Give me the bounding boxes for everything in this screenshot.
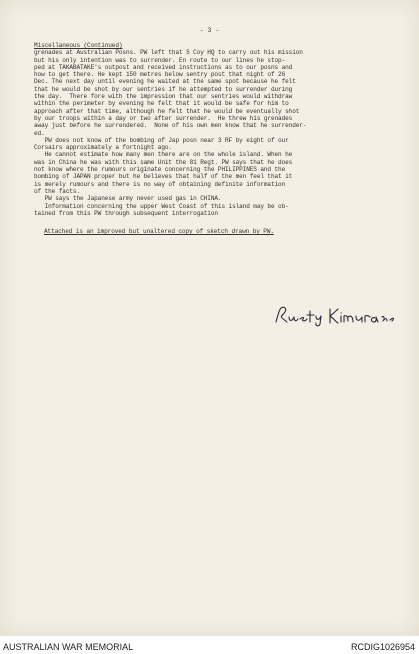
body-line: approach after that time, although he felt that he would be eventually shot [34, 107, 300, 115]
body-line: by our troops within a day or two after surrender. He threw his grenades [34, 114, 293, 122]
body-line: was in China he was with this same Unit the 81 Regt. PW says that he does [34, 158, 293, 166]
signature-drawing [272, 305, 402, 327]
body-line: that he would be shot by our sentries if he attempted to surrender during [34, 85, 293, 93]
body-line: tained from this PW through subsequent interrogation [34, 209, 218, 217]
record-id: RCDIG1026954 [350, 642, 415, 652]
handwritten-signature [272, 305, 402, 327]
body-line: of the facts. [34, 187, 80, 195]
section-heading: Miscellaneous (Continued) [34, 42, 123, 49]
body-line: Dec. The next day until evening he waited at the same spot because he felt [34, 78, 296, 86]
body-line: ped at TAKABATAKE's outpost and received instructions as to our posns and [34, 63, 293, 71]
body-line: the day. There fore with the impression that our sentries would withdraw [34, 93, 293, 101]
attached-note: Attached is an improved but unaltered copy of sketch drawn by PW. [44, 228, 274, 236]
body-line: within the perimeter by evening he felt that it would be safe for him to [34, 100, 289, 108]
body-line: PW says the Japanese army never used gas in CHINA. [34, 195, 222, 203]
body-line: grenades at Australian Posns. PW left that 5 Coy HQ to carry out his mission [34, 49, 303, 57]
page-number: - 3 - [199, 27, 220, 34]
body-line: but his only intention was to surrender. En route to our lines he stop- [34, 56, 286, 64]
body-line: bombing of JAPAN proper but he believes that half of the men feel that it [34, 173, 293, 181]
body-line: Information concerning the upper West Coast of this island may be ob- [34, 202, 289, 210]
archive-footer [0, 638, 419, 654]
document-body [34, 42, 404, 235]
body-line: is merely rumours and there is no way of obtaining definite information [34, 180, 286, 188]
body-line: away just before he surrendered. None of his own men know that he surrender- [34, 122, 307, 130]
body-line: He cannot estimate how many men there are on the whole island. When he [34, 151, 293, 159]
body-line: PW does not know of the bombing of Jap posn near 3 RF by eight of our [34, 136, 289, 144]
body-line: ed. [34, 129, 45, 137]
body-line: how to get there. He kept 150 metres below sentry post that night of 26 [34, 71, 286, 79]
archive-name: AUSTRALIAN WAR MEMORIAL [3, 642, 134, 652]
body-line: Corsairs approximately a fortnight ago. [34, 144, 172, 152]
body-line: not know where the rumours originate concerning the PHILIPPINES and the [34, 166, 286, 174]
